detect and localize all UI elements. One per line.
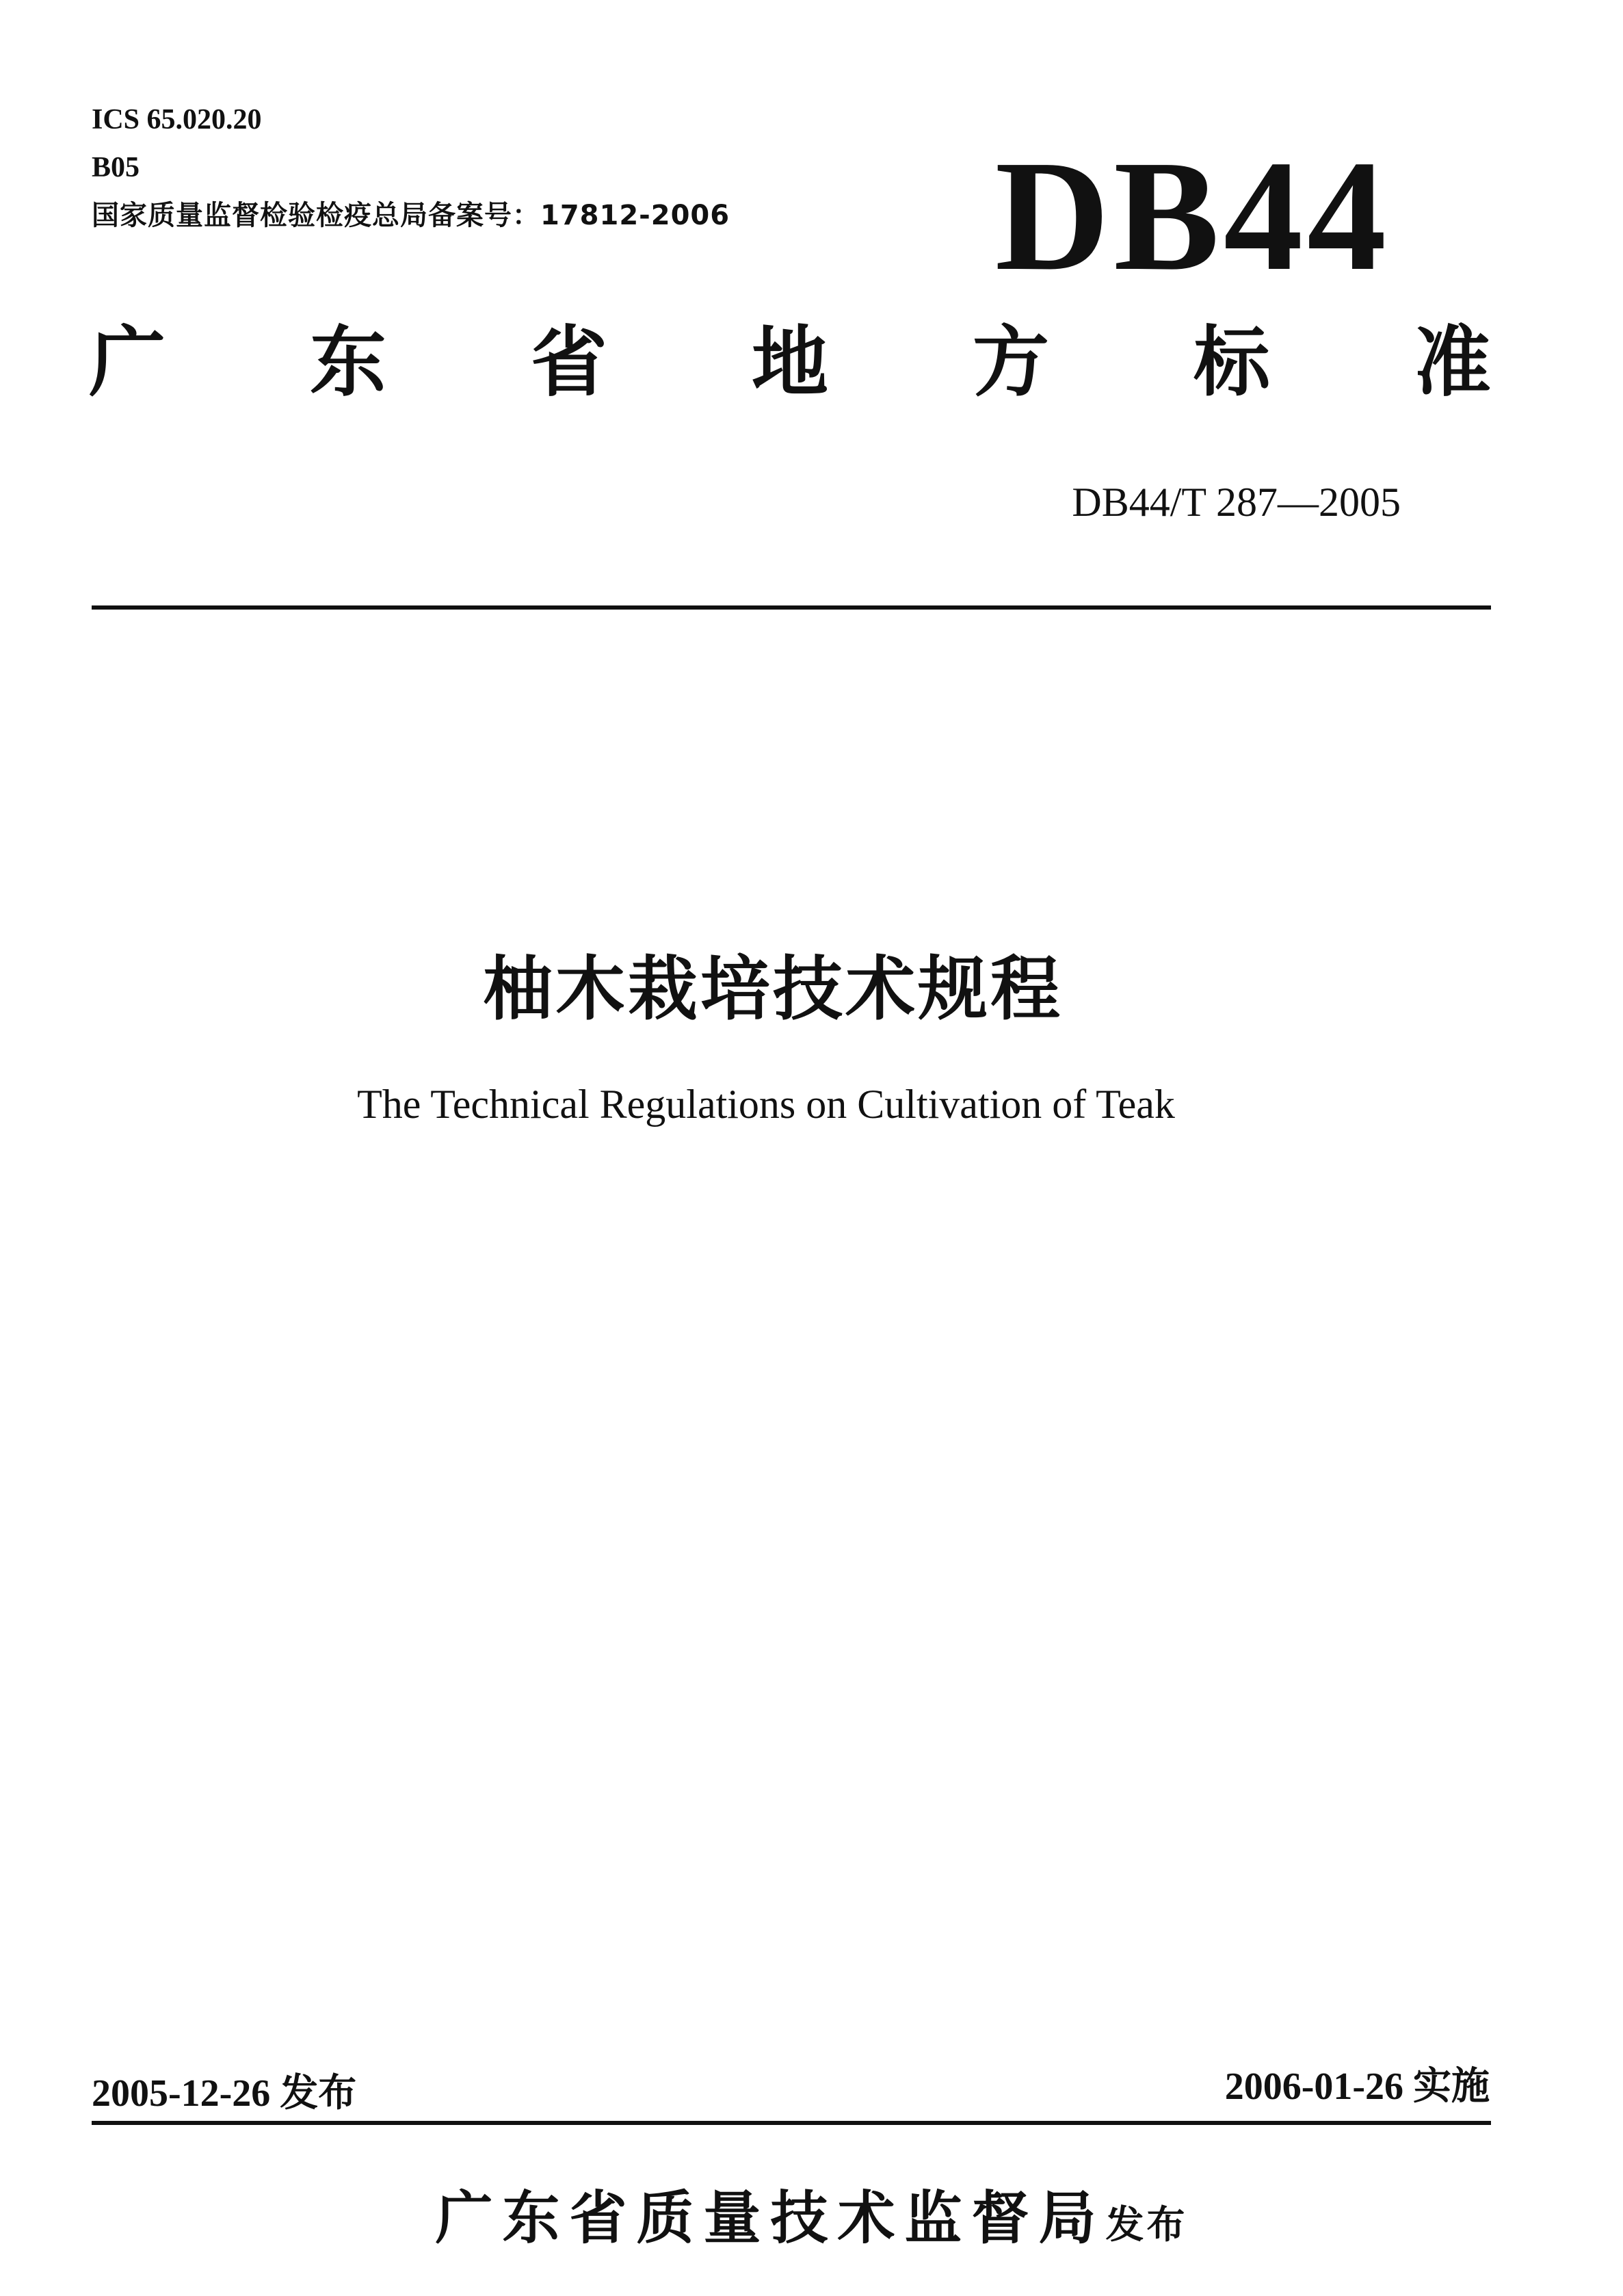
standard-type-char: 广 bbox=[89, 317, 166, 407]
publisher-line bbox=[0, 2172, 1623, 2255]
standard-brand-mark: DB44 bbox=[994, 128, 1390, 304]
standard-type-char: 省 bbox=[531, 317, 607, 407]
standard-number: DB44/T 287—2005 bbox=[1072, 480, 1401, 525]
bottom-divider bbox=[92, 2121, 1491, 2125]
top-divider bbox=[92, 605, 1491, 610]
standard-type-char: 东 bbox=[310, 317, 386, 407]
document-title-english: The Technical Regulations on Cultivation of Teak bbox=[357, 1082, 1175, 1127]
document-title-chinese: 柚木栽培技术规程 bbox=[483, 949, 1063, 1030]
filing-number: 国家质量监督检验检疫总局备案号：17812-2006 bbox=[92, 200, 730, 231]
standard-type-heading bbox=[89, 294, 1491, 417]
classification-block bbox=[92, 96, 730, 239]
standard-type-char: 地 bbox=[752, 317, 828, 407]
standard-type-char: 标 bbox=[1193, 317, 1270, 407]
standard-type-char: 准 bbox=[1414, 317, 1491, 407]
publisher-name: 广东省质量技术监督局 bbox=[435, 2184, 1106, 2252]
effective-date: 2006-01-26 实施 bbox=[1224, 2065, 1490, 2108]
publisher-suffix: 发布 bbox=[1105, 2203, 1188, 2247]
ccs-code: B05 bbox=[92, 152, 140, 183]
issue-date: 2005-12-26 发布 bbox=[92, 2072, 357, 2115]
standard-type-char: 方 bbox=[973, 317, 1049, 407]
ics-code: ICS 65.020.20 bbox=[92, 104, 262, 135]
